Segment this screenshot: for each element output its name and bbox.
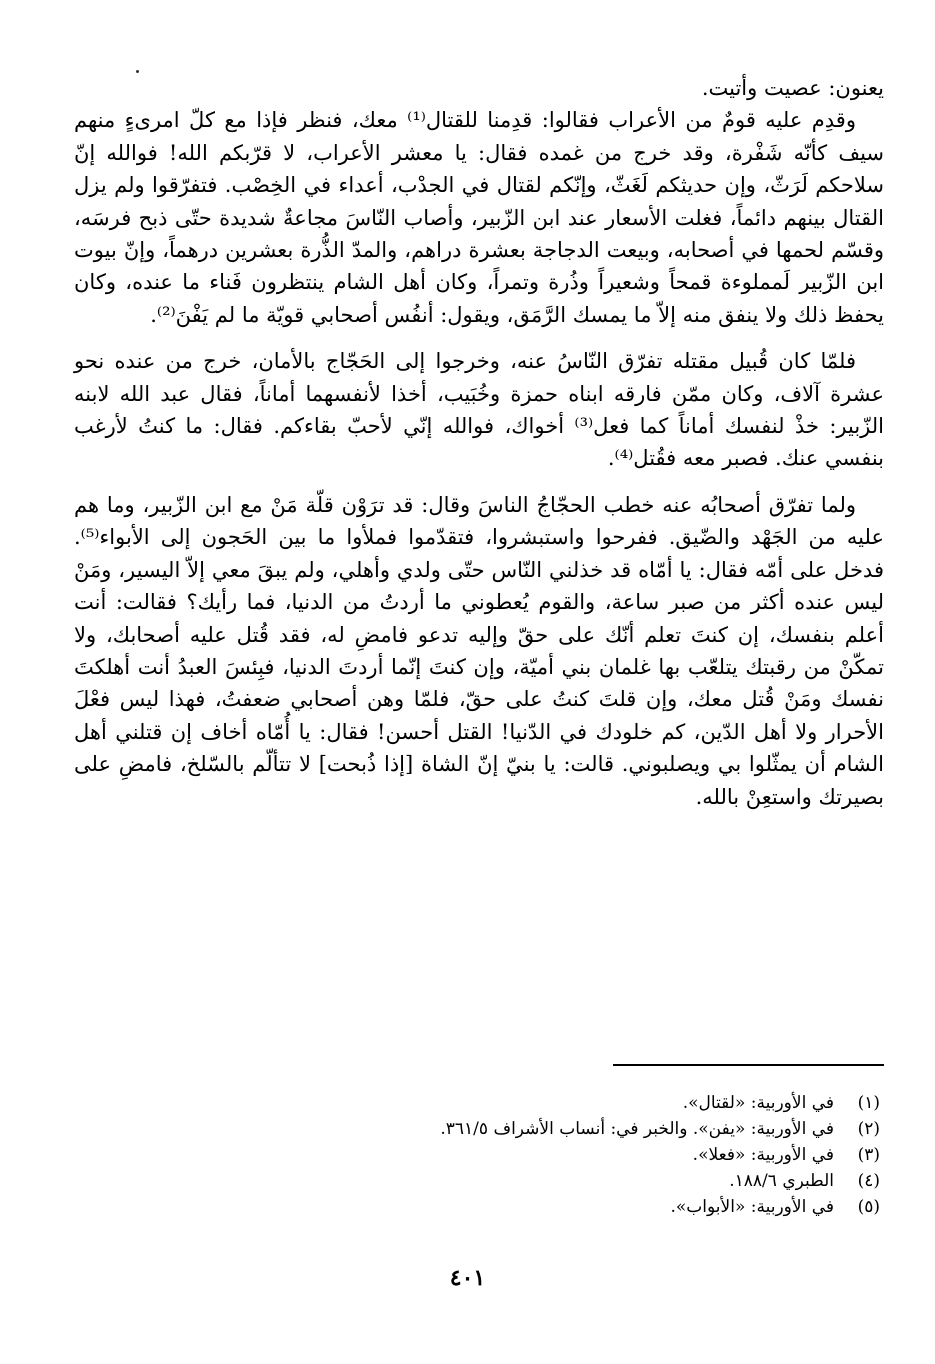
footnote: [260, 1142, 880, 1168]
footnote-text: في الأوربية: «الأبواب».: [670, 1197, 834, 1217]
paragraph-4: ولما تفرّق أصحابُه عنه خطب الحجّاجُ الناسَ وقال: قد ترَوْن قلّة مَنْ مع ابن الزّبير، وما هم عليه من الجَهْد والضّيق. ففرحوا واستبشروا، فتقدّموا فملأوا ما بين الحَجون إلى الأبواء⁽⁵⁾. فدخل على أمّه فقال: يا أمّاه قد خذلني النّاس حتّى ولدي وأهلي، ولم يبقَ معي إلاّ اليسير، ومَنْ ليس عنده أكثر من صبر ساعة، والقوم يُعطوني ما أردتُ من الدنيا، فما رأيك؟ فقالت: أنت أعلم بنفسك، إن كنتَ تعلم أنّك على حقّ وإليه تدعو فامضِ له، فقد قُتل عليه أصحابك، ولا تمكّنْ من رقبتك يتلعّب بها غلمان بني أميّة، وإن كنتَ إنّما أردتَ الدنيا، فبِئسَ العبدُ أنت أهلكتَ نفسك ومَنْ قُتل معك، وإن قلتَ كنتُ على حقّ، فلمّا وهن أصحابي ضعفتُ، فهذا ليس فعْلَ الأحرار ولا أهل الدّين، كم خلودك في الدّنيا! القتل أحسن! فقال: يا أُمّاه أخاف إن قتلني أهل الشام أن يمثّلوا بي ويصلبوني. قالت: يا بنيّ إنّ الشاة [إذا ذُبحت] لا تتألّم بالسّلخ، فامضِ على بصيرتك واستعِنْ بالله.: [74, 492, 884, 809]
footnote-number: (٣): [857, 1145, 880, 1165]
footnote-divider: [613, 1064, 884, 1066]
footnote: [260, 1194, 880, 1220]
footnote: [260, 1168, 880, 1194]
paragraph-1: يعنون: عصيت وأتيت.: [701, 76, 884, 100]
footnote-text: في الأوربية: «فعلا».: [692, 1145, 834, 1165]
footnote: [260, 1116, 880, 1142]
paragraph-3: فلمّا كان قُبيل مقتله تفرّق النّاسُ عنه، وخرجوا إلى الحَجّاج بالأمان، خرج من عنده نحو عشرة آلاف، وكان ممّن فارقه ابناه حمزة وخُبَيب، أخذا لأنفسهما أماناً، فقال عبد الله لابنه الزّبير: خذْ لنفسك أماناً كما فعل⁽³⁾ أخواك، فوالله إنّي لأحبّ بقاءكم. فقال: ما كنتُ لأرغب بنفسي عنك. فصبر معه فقُتل⁽⁴⁾.: [74, 349, 884, 471]
footnote-number: (٤): [857, 1171, 880, 1191]
footnote-text: في الأوربية: «يفن». والخبر في: أنساب الأشراف ٣٦١/٥.: [440, 1119, 834, 1139]
footnote-text: الطبري ١٨٨/٦.: [729, 1171, 834, 1191]
main-text: [74, 72, 884, 813]
footnote-number: (٥): [857, 1197, 880, 1217]
footnotes: [260, 1090, 880, 1220]
footnote-text: في الأوربية: «لقتال».: [682, 1093, 834, 1113]
footnote: [260, 1090, 880, 1116]
paragraph-2: وقدِم عليه قومٌ من الأعراب فقالوا: قدِمنا للقتال⁽¹⁾ معك، فنظر فإذا مع كلّ امرىءٍ منهم سيف كأنّه شَفْرة، وقد خرج من غمده فقال: يا معشر الأعراب، لا قرّبكم الله! فوالله إنّ سلاحكم لَرَثّ، وإن حديثكم لَغَثّ، وإنّكم لقتال في الجدْب، أعداء في الخِصْب. فتفرّقوا ولم يزل القتال بينهم دائماً، فغلت الأسعار عند ابن الزّبير، وأصاب النّاسَ مجاعةٌ شديدة حتّى ذبح فرسَه، وقسّم لحمها في أصحابه، وبيعت الدجاجة بعشرة دراهم، والمدّ الذُّرة بعشرين درهماً، وإنّ بيوت ابن الزّبير لَمملوءة قمحاً وشعيراً وذُرة وتمراً، وكان أهل الشام ينتظرون فَناء ما عنده، وكان يحفظ ذلك ولا ينفق منه إلاّ ما يمسك الرَّمَق، ويقول: أنفُس أصحابي قويّة ما لم يَفْنَ⁽²⁾.: [74, 108, 884, 327]
page-number: ٤٠١: [449, 1265, 486, 1291]
footnote-number: (٢): [857, 1119, 880, 1139]
footnote-number: (١): [857, 1093, 880, 1113]
